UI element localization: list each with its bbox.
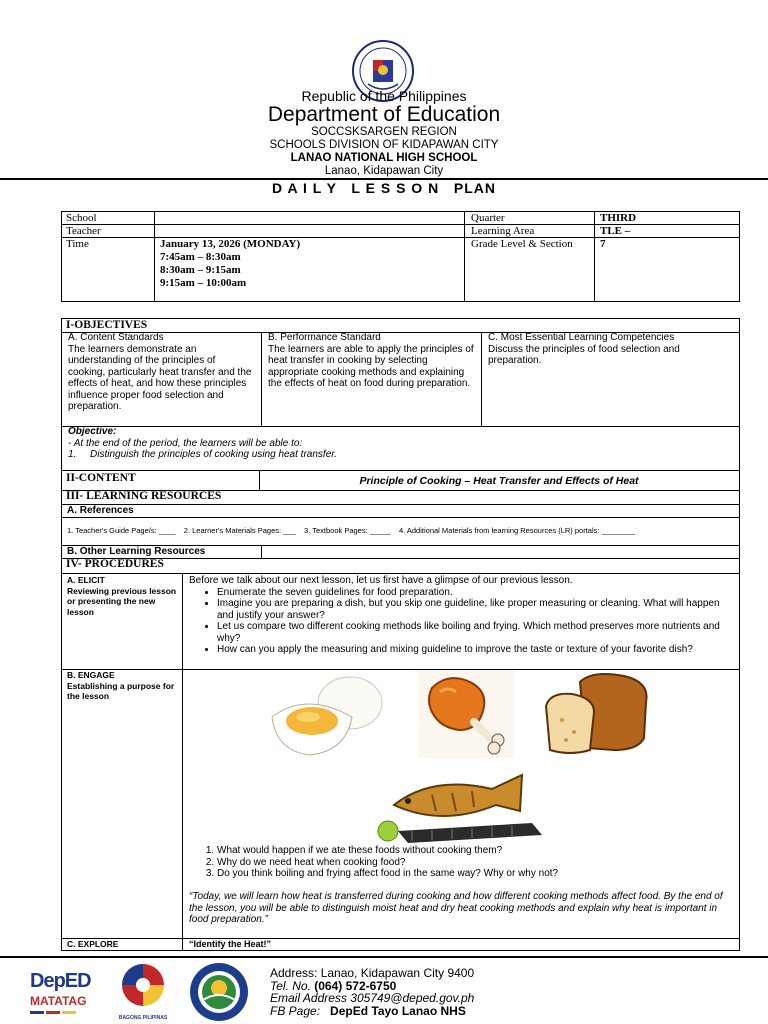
footer-address: Address: Lanao, Kidapawan City 9400: [270, 966, 475, 980]
engage-questions: [189, 845, 734, 880]
performance-standard-text: The learners are able to apply the principles of heat transfer in cooking by selecting appropriate cooking methods and explaining the effects of heat on food during preparation.: [268, 343, 474, 389]
region-text: SOCCSKSARGEN REGION: [311, 126, 457, 138]
elicit-item: • Let us compare two different cooking methods like boiling and frying. Which method preserves more nutrients and why?: [217, 621, 734, 644]
grade-value: 7: [595, 238, 740, 302]
plan-title: D A I L Y L E S S O N PLAN: [272, 180, 496, 196]
engage-question: 2. Why do we need heat when cooking food?: [217, 857, 734, 869]
engage-question: 1. What would happen if we ate these foods without cooking them?: [217, 845, 734, 857]
school-value: [155, 212, 465, 225]
school-label: School: [62, 212, 155, 225]
quarter-label: Quarter: [465, 212, 595, 225]
bagong-text: BAGONG PILIPINAS: [118, 1015, 168, 1021]
elicit-sub: Reviewing previous lesson or presenting the new lesson: [67, 585, 177, 617]
content-standards-title: A. Content Standards: [68, 332, 164, 343]
time-value: [155, 238, 465, 302]
content-standards-cell: [62, 332, 262, 426]
references-label: A. References: [67, 505, 134, 516]
school-name: LANAO NATIONAL HIGH SCHOOL: [290, 152, 478, 164]
melc-text: Discuss the principles of food selection and preparation.: [488, 343, 680, 366]
quarter-value: THIRD: [595, 212, 740, 225]
lesson-table: [61, 318, 740, 951]
deped-logo: [30, 970, 100, 1018]
objective-number: 1.: [68, 449, 77, 460]
fried-chicken-image: [418, 670, 514, 758]
info-table: [61, 211, 740, 302]
resources-heading: III- LEARNING RESOURCES: [66, 490, 222, 502]
elicit-label-cell: [67, 575, 179, 617]
division-text: SCHOOLS DIVISION OF KIDAPAWAN CITY: [269, 139, 499, 151]
time-slot: 7:45am – 8:30am: [160, 251, 241, 263]
elicit-item: • Enumerate the seven guidelines for food preparation.: [217, 587, 734, 599]
teacher-value: [155, 225, 465, 238]
footer-fb: [270, 1005, 474, 1018]
department-title: Department of Education: [267, 103, 501, 126]
elicit-content: [189, 575, 734, 656]
time-slot: 9:15am – 10:00am: [160, 277, 247, 289]
explore-title: “Identify the Heat!”: [189, 939, 272, 949]
tel-value: (064) 572-6750: [314, 978, 397, 993]
school-address: Lanao, Kidapawan City: [324, 165, 444, 177]
objective-text: Distinguish the principles of cooking using heat transfer.: [90, 449, 337, 460]
email-label: Email Address: [270, 991, 347, 1005]
melc-title: C. Most Essential Learning Competencies: [488, 332, 675, 343]
content-heading: II-CONTENT: [66, 472, 136, 484]
teacher-label: Teacher: [62, 225, 155, 238]
elicit-intro: Before we talk about our next lesson, let us first have a glimpse of our previous lesson.: [189, 575, 573, 586]
republic-text: Republic of the Philippines: [301, 88, 467, 104]
objective-intro: - At the end of the period, the learners will be able to:: [68, 437, 303, 449]
procedures-heading: IV- PROCEDURES: [66, 558, 164, 570]
deped-text: DepED: [30, 970, 91, 992]
content-title: Principle of Cooking – Heat Transfer and Effects of Heat: [359, 475, 639, 487]
email-value: 305749@deped.gov.ph: [350, 991, 475, 1005]
grade-label: Grade Level & Section: [465, 238, 595, 302]
engage-label: B. ENGAGE: [67, 670, 115, 680]
bread-image: [540, 670, 652, 758]
time-label: Time: [62, 238, 155, 302]
objective-block: [68, 426, 728, 461]
elicit-item: • Imagine you are preparing a dish, but you skip one guideline, like proper measuring or cleaning. What will happen and justify your answer?: [217, 598, 734, 621]
references-line: 1. Teacher's Guide Page/s: ____ 2. Learner's Materials Pages: ___ 3. Textbook Pages: _____ 4. Additional Materials from learning Resources (LR) portals: ________: [67, 526, 635, 535]
engage-quote: “Today, we will learn how heat is transferred during cooking and how different cooking methods affect food. By the end of the lesson, you will be able to distinguish moist heat and dry heat cooking methods and explain why heat is important in food preparation.”: [189, 891, 723, 925]
explore-label: C. EXPLORE: [67, 939, 119, 949]
performance-standard-title: B. Performance Standard: [268, 332, 381, 343]
performance-standard-cell: [262, 332, 482, 426]
fb-value: DepEd Tayo Lanao NHS: [330, 1003, 466, 1018]
fb-label: FB Page:: [270, 1003, 321, 1018]
matatag-text: MATATAG: [30, 994, 87, 1008]
objective-label: Objective:: [68, 426, 117, 437]
content-standards-text: The learners demonstrate an understanding of the principles of cooking, particularly heat transfer and the effects of heat, and how these principles influence proper food selection and preparation.: [68, 343, 252, 412]
bagong-pilipinas-logo: [110, 962, 176, 1020]
footer-contact: [270, 967, 474, 1017]
engage-sub: Establishing a purpose for the lesson: [67, 680, 175, 701]
boiled-egg-image: [266, 671, 396, 759]
area-label: Learning Area: [465, 225, 595, 238]
engage-question: 3. Do you think boiling and frying affect food in the same way? Why or why not?: [217, 868, 734, 880]
time-slot: 8:30am – 9:15am: [160, 264, 241, 276]
school-seal: [183, 962, 255, 1022]
area-value: TLE –: [595, 225, 740, 238]
objective-item: [68, 449, 728, 461]
objectives-heading: I-OBJECTIVES: [66, 319, 148, 331]
melc-cell: [482, 332, 739, 426]
date-text: January 13, 2026 (MONDAY): [160, 238, 301, 250]
grilled-fish-image: [372, 765, 550, 845]
elicit-label: A. ELICIT: [67, 575, 105, 585]
other-resources-label: B. Other Learning Resources: [67, 546, 206, 557]
footer-rule: [0, 956, 768, 958]
tel-label: Tel. No.: [270, 978, 311, 993]
engage-label-cell: [67, 670, 179, 702]
elicit-item: • How can you apply the measuring and mixing guideline to improve the taste or texture of your favorite dish?: [217, 644, 734, 656]
